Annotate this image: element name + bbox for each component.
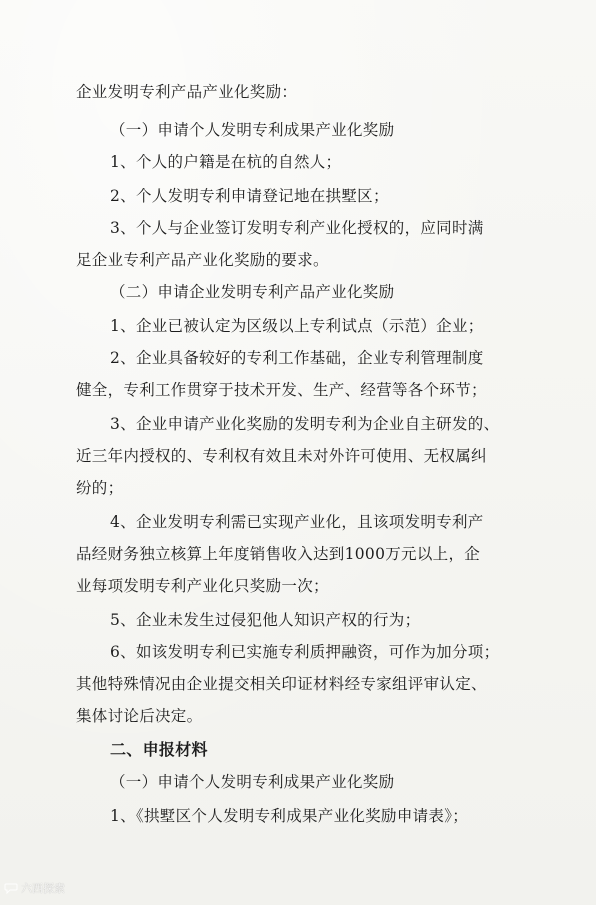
watermark [4, 880, 65, 896]
paragraph-line: 纷的； [76, 479, 124, 497]
paragraph-line: 1、《拱墅区个人发明专利成果产业化奖励申请表》； [110, 807, 469, 825]
paragraph-line: 1、企业已被认定为区级以上专利试点（示范）企业； [110, 317, 484, 335]
paragraph-line: 健全，专利工作贯穿于技术开发、生产、经营等各个环节； [76, 381, 487, 399]
paragraph-line: 集体讨论后决定。 [76, 707, 203, 725]
paragraph-line: 2、个人发明专利申请登记地在拱墅区； [110, 187, 389, 205]
paragraph-line: 1、个人的户籍是在杭的自然人； [110, 153, 342, 171]
paragraph-line: 业每项发明专利产业化只奖励一次； [76, 577, 329, 595]
watermark-text: 六西探索 [21, 882, 65, 895]
paragraph-line: 2、企业具备较好的专利工作基础，企业专利管理制度 [110, 349, 484, 367]
subheading-individual-application: （一）申请个人发明专利成果产业化奖励 [110, 121, 395, 139]
section-intro: 企业发明专利产品产业化奖励： [76, 83, 298, 101]
paragraph-line: 6、如该发明专利已实施专利质押融资，可作为加分项； [110, 643, 500, 661]
subheading-enterprise-application: （二）申请企业发明专利产品产业化奖励 [110, 283, 395, 301]
paragraph-line: 3、企业申请产业化奖励的发明专利为企业自主研发的、 [110, 415, 500, 433]
section-heading-materials: 二、申报材料 [110, 740, 208, 759]
paragraph-line: 近三年内授权的、专利权有效且未对外许可使用、无权属纠 [76, 447, 487, 465]
paragraph-line: 3、个人与企业签订发明专利产业化授权的，应同时满 [110, 219, 484, 237]
paragraph-line: 足企业专利产品产业化奖励的要求。 [76, 251, 329, 269]
paragraph-line: 5、企业未发生过侵犯他人知识产权的行为； [110, 611, 421, 629]
chat-bubble-icon [4, 882, 18, 894]
paragraph-line: 品经财务独立核算上年度销售收入达到1000万元以上，企 [76, 545, 481, 563]
paragraph-line: 4、企业发明专利需已实现产业化，且该项发明专利产 [110, 513, 484, 531]
paragraph-line: 其他特殊情况由企业提交相关印证材料经专家组评审认定、 [76, 675, 487, 693]
subheading-individual-materials: （一）申请个人发明专利成果产业化奖励 [110, 773, 395, 791]
